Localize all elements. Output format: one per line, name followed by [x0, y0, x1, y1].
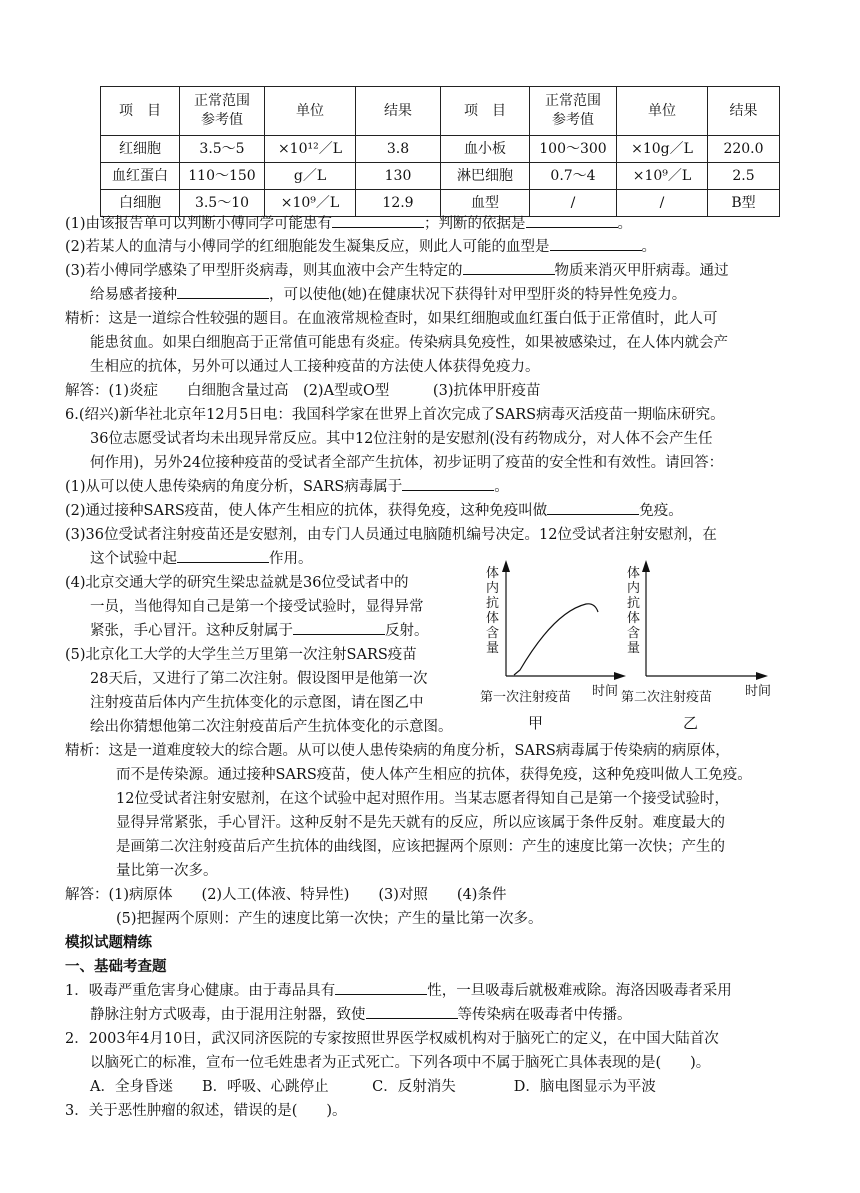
text: (3)若小傅同学感染了甲型肝炎病毒，则其血液中会产生特定的: [65, 263, 463, 279]
table-cell: 3.5～10: [180, 190, 265, 217]
time-label: 时间: [592, 684, 619, 699]
question-line: [65, 236, 656, 258]
text: 紧张，手心冒汗。这种反射属于: [90, 623, 293, 639]
table-cell: 100～300: [530, 136, 617, 163]
answer-blank[interactable]: [402, 476, 494, 491]
text: 物质来消灭甲肝病毒。通过: [554, 263, 729, 279]
table-cell: 血小板: [441, 136, 530, 163]
y-axis-label: 体内抗体含量: [486, 566, 500, 656]
x-axis-label: 第二次注射疫苗: [621, 690, 713, 705]
y-axis-label: 体内抗体含量: [627, 566, 641, 656]
figure-yi: [642, 560, 768, 680]
options-line: A．全身昏迷 B．呼吸、心跳停止 C．反射消失 D．脑电图显示为平波: [90, 1079, 656, 1095]
table-row: [101, 136, 780, 163]
analysis-line: 量比第一次多。: [116, 863, 218, 879]
blood-report-table: [100, 86, 780, 217]
question-line: [90, 284, 686, 306]
table-cell: /: [530, 190, 617, 217]
text: 1．吸毒严重危害身心健康。由于毒品具有: [65, 983, 336, 999]
table-cell: 白细胞: [101, 190, 180, 217]
answer-blank[interactable]: [335, 980, 427, 995]
question-line: 以脑死亡的标准，宣布一位毛姓患者为正式死亡。下列各项中不属于脑死亡具体表现的是( )。: [90, 1055, 711, 1071]
text: 反射。: [385, 623, 429, 639]
analysis-line: 而不是传染源。通过接种SARS疫苗，使人体产生相应的抗体，获得免疫，这种免疫叫做人工免疫。: [116, 767, 752, 783]
question-line: [65, 476, 509, 498]
question-line: (4)北京交通大学的研究生梁忠益就是36位受试者中的: [65, 575, 409, 591]
figure-jia: [502, 560, 626, 680]
table-cell: 12.9: [356, 190, 441, 217]
header-cell: 结果: [708, 87, 780, 136]
figure-caption-yi: 乙: [683, 714, 699, 732]
answer-line: 解答：(1)炎症 白细胞含量过高 (2)A型或O型 (3)抗体甲肝疫苗: [65, 383, 541, 399]
table-cell: 0.7～4: [530, 163, 617, 190]
text: (1)由该报告单可以判断小傅同学可能患有: [65, 216, 333, 232]
header-cell: 结果: [356, 87, 441, 136]
text: ，可以使他(她)在健康状况下获得针对甲型肝炎的特异性免疫力。: [269, 287, 687, 303]
header-cell: 项 目: [101, 87, 180, 136]
question-line: 绘出你猜想他第二次注射疫苗后产生抗体变化的示意图。: [90, 719, 453, 735]
text: 等传染病在吸毒者中传播。: [457, 1007, 632, 1023]
table-cell: 3.5～5: [180, 136, 265, 163]
header-cell: 正常范围 参考值: [530, 87, 617, 136]
table-cell: 血型: [441, 190, 530, 217]
question-line: [90, 548, 313, 570]
answer-blank[interactable]: [550, 236, 642, 251]
table-header-row: [101, 87, 780, 136]
text: 静脉注射方式吸毒，由于混用注射器，致使: [90, 1007, 366, 1023]
table-cell: 130: [356, 163, 441, 190]
figure-caption-jia: 甲: [528, 714, 544, 732]
time-label: 时间: [745, 684, 772, 699]
question-line: 36位志愿受试者均未出现异常反应。其中12位注射的是安慰剂(没有药物成分，对人体不会产生任: [90, 431, 713, 447]
table-cell: /: [617, 190, 708, 217]
analysis-line: 是画第二次注射疫苗后产生抗体的曲线图，应该把握两个原则：产生的速度比第一次快；产生的: [116, 839, 725, 855]
analysis-line: 生相应的抗体，另外可以通过人工接种疫苗的方法使人体获得免疫力。: [90, 359, 540, 375]
question-line: [90, 620, 429, 642]
answer-blank[interactable]: [177, 548, 269, 563]
x-axis-label: 第一次注射疫苗: [480, 690, 572, 705]
table-cell: 血红蛋白: [101, 163, 180, 190]
text: 。: [494, 479, 509, 495]
table-cell: 淋巴细胞: [441, 163, 530, 190]
table-cell: ×10⁹／L: [617, 163, 708, 190]
table-cell: B型: [708, 190, 780, 217]
question-line: (3)36位受试者注射疫苗还是安慰剂，由专门人员通过电脑随机编号决定。12位受试者注射安慰剂，在: [65, 527, 717, 543]
text: 给易感者接种: [90, 287, 177, 303]
answer-blank[interactable]: [463, 260, 555, 275]
answer-line: (5)把握两个原则：产生的速度比第一次快；产生的量比第一次多。: [116, 911, 543, 927]
table-row: [101, 163, 780, 190]
text: (2)通过接种SARS疫苗，使人体产生相应的抗体，获得免疫，这种免疫叫做: [65, 503, 548, 519]
question-line: [65, 500, 683, 522]
text: ；判断的依据是: [424, 216, 526, 232]
text: 这个试验中起: [90, 551, 177, 567]
text: 。: [617, 216, 633, 232]
question-line: 28天后，又进行了第二次注射。假设图甲是他第一次: [90, 671, 428, 687]
text: 免疫。: [639, 503, 683, 519]
question-line: 6.(绍兴)新华社北京年12月5日电：我国科学家在世界上首次完成了SARS病毒灭活疫苗一期临床研究。: [65, 407, 725, 423]
table-cell: 3.8: [356, 136, 441, 163]
question-line: 2．2003年4月10日，武汉同济医院的专家按照世界医学权威机构对于脑死亡的定义，在中国大陆首次: [65, 1031, 719, 1047]
question-line: [65, 213, 632, 235]
text: 。: [641, 239, 657, 255]
question-line: [65, 980, 732, 1002]
text: (1)从可以使人患传染病的角度分析，SARS病毒属于: [65, 479, 403, 495]
table-cell: ×10g／L: [617, 136, 708, 163]
question-line: [65, 260, 729, 282]
question-line: (5)北京化工大学的大学生兰万里第一次注射SARS疫苗: [65, 647, 417, 663]
answer-blank[interactable]: [366, 1004, 458, 1019]
text: 性，一旦吸毒后就极难戒除。海洛因吸毒者采用: [427, 983, 732, 999]
question-line: 3．关于恶性肿瘤的叙述，错误的是( )。: [65, 1103, 347, 1119]
antibody-curve: [514, 604, 598, 675]
answer-blank[interactable]: [177, 284, 269, 299]
table-cell: ×10⁹／L: [265, 190, 356, 217]
answer-blank[interactable]: [332, 213, 424, 228]
question-line: [90, 1004, 632, 1026]
analysis-line: 12位受试者注射安慰剂，在这个试验中起对照作用。当某志愿者得知自己是第一个接受试验时，: [116, 791, 729, 807]
table-cell: ×10¹²／L: [265, 136, 356, 163]
answer-blank[interactable]: [293, 620, 385, 635]
header-cell: 单位: [617, 87, 708, 136]
header-cell: 项 目: [441, 87, 530, 136]
table-cell: 红细胞: [101, 136, 180, 163]
table-cell: 110～150: [180, 163, 265, 190]
section-heading: 一、基础考查题: [65, 959, 167, 975]
text: 作用。: [269, 551, 313, 567]
question-line: 一员，当他得知自己是第一个接受试验时，显得异常: [90, 599, 424, 615]
answer-blank[interactable]: [547, 500, 639, 515]
answer-line: 解答：(1)病原体 (2)人工(体液、特异性) (3)对照 (4)条件: [65, 887, 507, 903]
analysis-line: 精析：这是一道难度较大的综合题。从可以使人患传染病的角度分析，SARS病毒属于传染病的病原体，: [65, 743, 730, 759]
table-cell: 220.0: [708, 136, 780, 163]
answer-blank[interactable]: [526, 213, 618, 228]
header-cell: 单位: [265, 87, 356, 136]
question-line: 注射疫苗后体内产生抗体变化的示意图，请在图乙中: [90, 695, 424, 711]
table-cell: g／L: [265, 163, 356, 190]
text: (2)若某人的血清与小傅同学的红细胞能发生凝集反应，则此人可能的血型是: [65, 239, 550, 255]
analysis-line: 能患贫血。如果白细胞高于正常值可能患有炎症。传染病具免疫性，如果被感染过，在人体内就会产: [90, 335, 728, 351]
question-line: 何作用)，另外24位接种疫苗的受试者全部产生抗体，初步证明了疫苗的安全性和有效性。请回答：: [90, 455, 724, 471]
section-heading: 模拟试题精练: [65, 935, 152, 951]
header-cell: 正常范围 参考值: [180, 87, 265, 136]
analysis-line: 显得异常紧张，手心冒汗。这种反射不是先天就有的反应，所以应该属于条件反射。难度最大的: [116, 815, 725, 831]
analysis-line: 精析：这是一道综合性较强的题目。在血液常规检查时，如果红细胞或血红蛋白低于正常值时，此人可: [65, 311, 718, 327]
table-cell: 2.5: [708, 163, 780, 190]
